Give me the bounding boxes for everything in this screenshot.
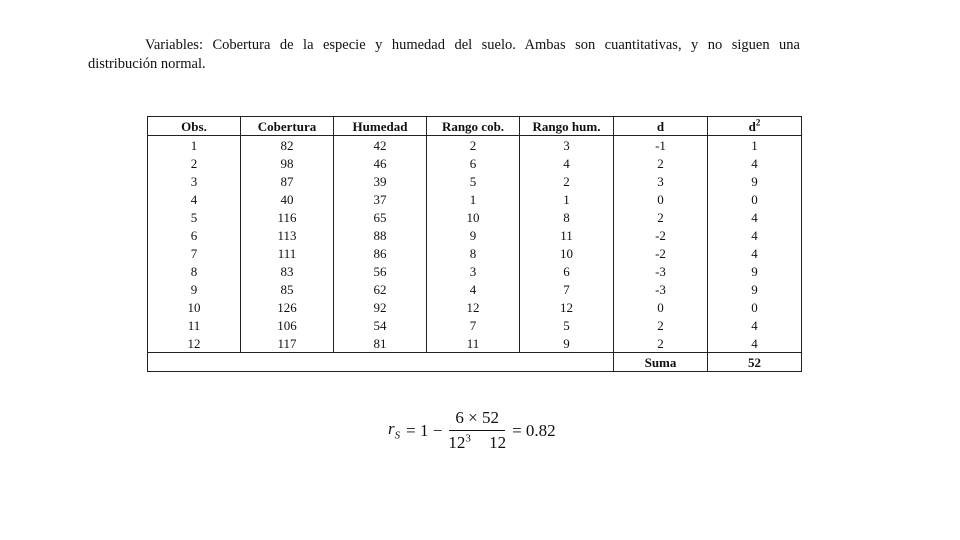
cell-d-squared: 9: [708, 172, 802, 190]
cell-rango-hum: 1: [520, 190, 614, 208]
formula-result: = 0.82: [512, 420, 556, 440]
cell-rango-cob: 10: [427, 208, 520, 226]
cell-d-squared: 0: [708, 190, 802, 208]
cell-d: 2: [614, 208, 708, 226]
cell-d: -3: [614, 262, 708, 280]
cell-obs: 5: [148, 208, 241, 226]
cell-obs: 10: [148, 298, 241, 316]
cell-d-squared: 4: [708, 154, 802, 172]
cell-rango-cob: 5: [427, 172, 520, 190]
cell-obs: 2: [148, 154, 241, 172]
cell-humedad: 81: [334, 334, 427, 353]
cell-rango-cob: 1: [427, 190, 520, 208]
cell-rango-cob: 4: [427, 280, 520, 298]
cell-humedad: 88: [334, 226, 427, 244]
cell-d: -1: [614, 136, 708, 155]
formula-numerator: 6 × 52: [449, 408, 505, 431]
header-rango-cob: Rango cob.: [427, 117, 520, 136]
cell-cobertura: 83: [241, 262, 334, 280]
table-row: [148, 136, 802, 155]
cell-rango-hum: 6: [520, 262, 614, 280]
cell-humedad: 39: [334, 172, 427, 190]
cell-rango-hum: 5: [520, 316, 614, 334]
cell-rango-hum: 11: [520, 226, 614, 244]
spearman-formula: [388, 408, 556, 453]
header-obs: Obs.: [148, 117, 241, 136]
cell-cobertura: 113: [241, 226, 334, 244]
footer-blank: [148, 353, 614, 372]
cell-rango-hum: 3: [520, 136, 614, 155]
footer-value: 52: [708, 353, 802, 372]
formula-fraction: [448, 408, 506, 453]
cell-rango-cob: 9: [427, 226, 520, 244]
cell-d: 3: [614, 172, 708, 190]
header-cobertura: Cobertura: [241, 117, 334, 136]
ranks-table: [147, 116, 802, 372]
intro-line-1: Variables: Cobertura de la especie y humedad del suelo. Ambas son cuantitativas, y no siguen una: [145, 37, 800, 53]
cell-rango-cob: 2: [427, 136, 520, 155]
cell-d-squared: 4: [708, 226, 802, 244]
cell-d: -2: [614, 226, 708, 244]
table-row: [148, 172, 802, 190]
cell-humedad: 54: [334, 316, 427, 334]
formula-denominator: [448, 431, 506, 453]
cell-d-squared: 4: [708, 208, 802, 226]
cell-cobertura: 111: [241, 244, 334, 262]
cell-obs: 4: [148, 190, 241, 208]
intro-paragraph: [88, 36, 800, 74]
table-row: [148, 244, 802, 262]
cell-d-squared: 4: [708, 334, 802, 353]
cell-rango-hum: 10: [520, 244, 614, 262]
formula-den-base: 12: [448, 433, 466, 452]
cell-d: 2: [614, 316, 708, 334]
table-row: [148, 154, 802, 172]
footer-label: Suma: [614, 353, 708, 372]
cell-rango-cob: 3: [427, 262, 520, 280]
cell-rango-cob: 7: [427, 316, 520, 334]
header-rango-hum: Rango hum.: [520, 117, 614, 136]
cell-cobertura: 106: [241, 316, 334, 334]
cell-cobertura: 98: [241, 154, 334, 172]
cell-humedad: 62: [334, 280, 427, 298]
cell-d-squared: 4: [708, 316, 802, 334]
cell-obs: 6: [148, 226, 241, 244]
cell-cobertura: 82: [241, 136, 334, 155]
cell-d: -2: [614, 244, 708, 262]
cell-obs: 7: [148, 244, 241, 262]
cell-d-squared: 9: [708, 280, 802, 298]
cell-d-squared: 1: [708, 136, 802, 155]
cell-cobertura: 87: [241, 172, 334, 190]
cell-rango-hum: 9: [520, 334, 614, 353]
formula-one-minus: = 1 −: [406, 420, 443, 440]
cell-cobertura: 116: [241, 208, 334, 226]
cell-rango-cob: 6: [427, 154, 520, 172]
cell-humedad: 86: [334, 244, 427, 262]
cell-cobertura: 85: [241, 280, 334, 298]
cell-rango-hum: 2: [520, 172, 614, 190]
formula-den-exp: 3: [465, 432, 471, 445]
table-row: [148, 190, 802, 208]
table-row: [148, 280, 802, 298]
table-row: [148, 334, 802, 353]
cell-d: 0: [614, 190, 708, 208]
formula-r-sub: S: [394, 429, 401, 442]
cell-d: -3: [614, 280, 708, 298]
cell-cobertura: 126: [241, 298, 334, 316]
table-row: [148, 262, 802, 280]
cell-humedad: 37: [334, 190, 427, 208]
cell-d: 0: [614, 298, 708, 316]
table-row: [148, 226, 802, 244]
header-d: d: [614, 117, 708, 136]
cell-rango-cob: 12: [427, 298, 520, 316]
cell-humedad: 56: [334, 262, 427, 280]
table-row: [148, 208, 802, 226]
table-row: [148, 316, 802, 334]
cell-d: 2: [614, 154, 708, 172]
cell-humedad: 42: [334, 136, 427, 155]
cell-d-squared: 4: [708, 244, 802, 262]
cell-cobertura: 117: [241, 334, 334, 353]
cell-d-squared: 9: [708, 262, 802, 280]
intro-line-2: distribución normal.: [88, 56, 206, 72]
cell-rango-hum: 12: [520, 298, 614, 316]
table-header-row: [148, 117, 802, 136]
header-d-squared-base: d: [748, 118, 756, 134]
cell-obs: 3: [148, 172, 241, 190]
cell-obs: 12: [148, 334, 241, 353]
cell-rango-hum: 4: [520, 154, 614, 172]
cell-d-squared: 0: [708, 298, 802, 316]
cell-cobertura: 40: [241, 190, 334, 208]
table-row: [148, 298, 802, 316]
formula-lhs: [388, 419, 400, 441]
cell-rango-cob: 11: [427, 334, 520, 353]
header-humedad: Humedad: [334, 117, 427, 136]
table-footer-row: [148, 353, 802, 372]
cell-humedad: 65: [334, 208, 427, 226]
cell-rango-cob: 8: [427, 244, 520, 262]
cell-obs: 8: [148, 262, 241, 280]
cell-rango-hum: 8: [520, 208, 614, 226]
cell-d: 2: [614, 334, 708, 353]
cell-rango-hum: 7: [520, 280, 614, 298]
header-d-squared-exp: 2: [755, 117, 761, 128]
cell-humedad: 92: [334, 298, 427, 316]
cell-obs: 9: [148, 280, 241, 298]
formula-den-tail: 12: [489, 433, 507, 452]
formula-r: r: [388, 419, 395, 439]
header-d-squared: [708, 117, 802, 136]
cell-obs: 11: [148, 316, 241, 334]
cell-obs: 1: [148, 136, 241, 155]
cell-humedad: 46: [334, 154, 427, 172]
